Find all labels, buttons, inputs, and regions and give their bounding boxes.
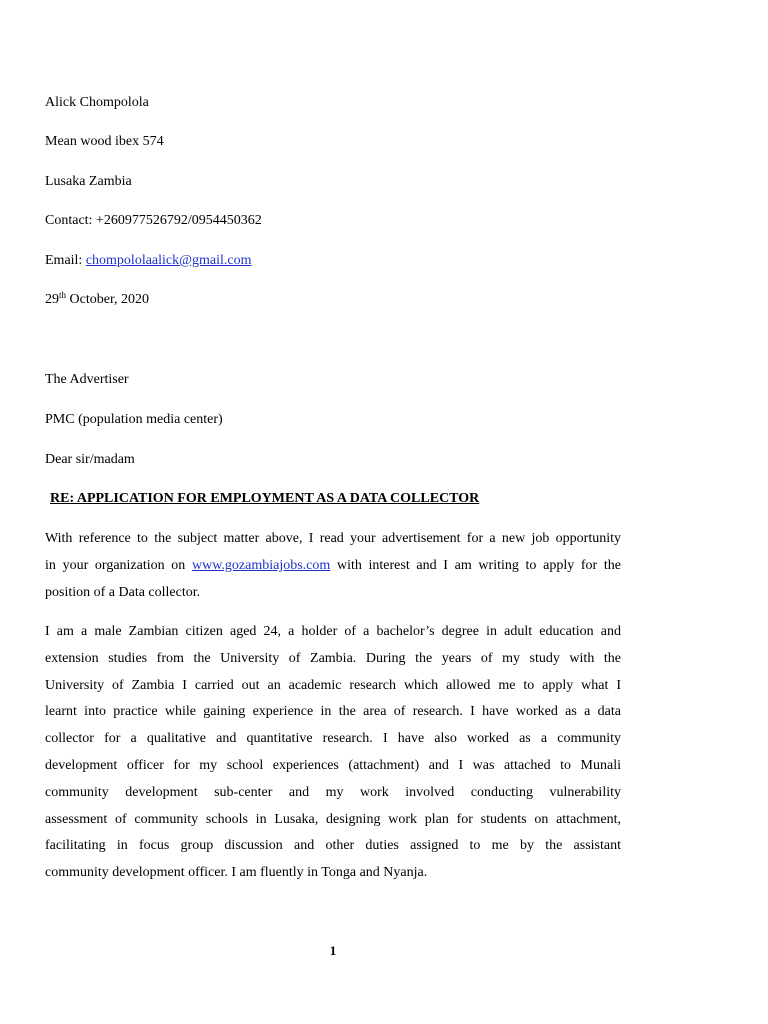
paragraph-1-text: in your organization on	[45, 557, 192, 573]
subject-heading: RE: APPLICATION FOR EMPLOYMENT AS A DATA COLLECTOR	[50, 491, 480, 506]
paragraph-1-text: with interest and I am writing to apply for the	[330, 557, 621, 573]
paragraph-2-line: I am a male Zambian citizen aged 24, a holder of a bachelor’s degree in adult education and	[45, 624, 621, 639]
paragraph-2-line: assessment of community schools in Lusaka, designing work plan for students on attachment,	[45, 811, 621, 827]
letter-date	[45, 291, 149, 309]
paragraph-1-line	[45, 553, 621, 580]
sender-address-line2: Lusaka Zambia	[45, 174, 132, 189]
paragraph-2-line: community development sub-center and my work involved conducting vulnerability	[45, 784, 621, 800]
date-suffix: th	[59, 290, 67, 300]
salutation: Dear sir/madam	[45, 452, 135, 467]
sender-address-line1: Mean wood ibex 574	[45, 134, 164, 149]
paragraph-1-line: With reference to the subject matter above, I read your advertisement for a new job opportunity	[45, 531, 621, 546]
recipient-line1: The Advertiser	[45, 372, 129, 387]
paragraph-2-line: learnt into practice while gaining experience in the area of research. I have worked as a data	[45, 704, 621, 720]
email-link[interactable]: chompololaalick@gmail.com	[85, 253, 252, 268]
date-day: 29	[45, 292, 59, 307]
sender-email-line	[45, 252, 252, 270]
recipient-line2: PMC (population media center)	[45, 412, 223, 427]
date-rest: October, 2020	[66, 292, 150, 307]
paragraph-2-line: University of Zambia I carried out an academic research which allowed me to apply what I	[45, 677, 621, 693]
paragraph-1	[45, 526, 621, 606]
jobs-website-link[interactable]: www.gozambiajobs.com	[191, 557, 331, 573]
paragraph-2-line: facilitating in focus group discussion and other duties assigned to me by the assistant	[45, 838, 621, 854]
sender-contact: Contact: +260977526792/0954450362	[45, 213, 262, 228]
sender-name: Alick Chompolola	[45, 95, 149, 110]
paragraph-2-line: community development officer. I am fluently in Tonga and Nyanja.	[45, 865, 428, 881]
paragraph-1-line: position of a Data collector.	[45, 584, 201, 600]
email-label: Email:	[45, 253, 86, 268]
paragraph-2	[45, 619, 621, 887]
paragraph-2-line: development officer for my school experiences (attachment) and I was attached to Munali	[45, 757, 621, 773]
paragraph-2-line: extension studies from the University of Zambia. During the years of my study with the	[45, 650, 621, 666]
paragraph-2-line: collector for a qualitative and quantitative research. I have also worked as a community	[45, 731, 621, 747]
page-number: 1	[329, 943, 337, 958]
